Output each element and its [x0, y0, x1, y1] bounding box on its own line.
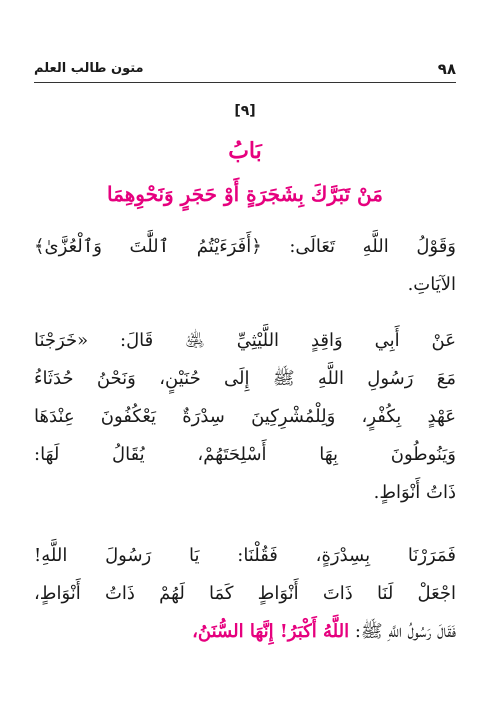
- book-title: متون طالب العلم: [34, 61, 144, 76]
- page-number: ٩٨: [437, 60, 456, 78]
- text-line: عَهْدٍ بِكُفْرٍ، وَلِلْمُشْرِكِينَ سِدْرَةٌ يَعْكُفُونَ عِنْدَهَا: [34, 406, 456, 427]
- text-line: ذَاتُ أَنْوَاطٍ.: [373, 482, 456, 503]
- running-header: [34, 58, 456, 83]
- text-line-start: فَقَالَ رَسُولُ اللَّهِ ﷺ:: [349, 621, 456, 642]
- text-line: [34, 613, 456, 651]
- chapter-title: مَنْ تَبَرَّكَ بِشَجَرَةٍ أَوْ حَجَرٍ وَنَحْوِهِمَا: [107, 182, 383, 206]
- text-line: اجْعَلْ لَنَا ذَاتَ أَنْوَاطٍ كَمَا لَهُمْ ذَاتُ أَنْوَاطٍ،: [34, 583, 456, 604]
- text-line: وَيَنُوطُونَ بِهَا أَسْلِحَتَهُمْ، يُقَالُ لَهَا:: [34, 444, 456, 465]
- paragraph-hadith-continued: [34, 537, 456, 651]
- highlighted-phrase: اللَّهُ أَكْبَرُ! إِنَّهَا السُّنَنُ،: [192, 621, 350, 642]
- paragraph-hadith: [34, 322, 456, 512]
- text-line: عَنْ أَبِي وَاقِدٍ اللَّيْثِيِّ ﵁ قَالَ: «خَرَجْنَا: [34, 330, 456, 351]
- text-line: وَقَوْلُ اللَّهِ تَعَالَى: ﴿أَفَرَءَيْتُمُ ٱللَّٰتَ وَٱلْعُزَّىٰ﴾: [34, 236, 456, 257]
- section-number: [٩]: [234, 103, 256, 119]
- text-line: الآيَاتِ.: [407, 274, 456, 295]
- paragraph-quran-verse: [34, 228, 456, 304]
- text-line: مَعَ رَسُولِ اللَّهِ ﷺ إِلَى حُنَيْنٍ، وَنَحْنُ حُدَثَاءُ: [34, 368, 456, 389]
- text-line: فَمَرَرْنَا بِسِدْرَةٍ، فَقُلْنَا: يَا رَسُولَ اللَّهِ!: [34, 545, 456, 566]
- chapter-label: بَابُ: [228, 138, 262, 164]
